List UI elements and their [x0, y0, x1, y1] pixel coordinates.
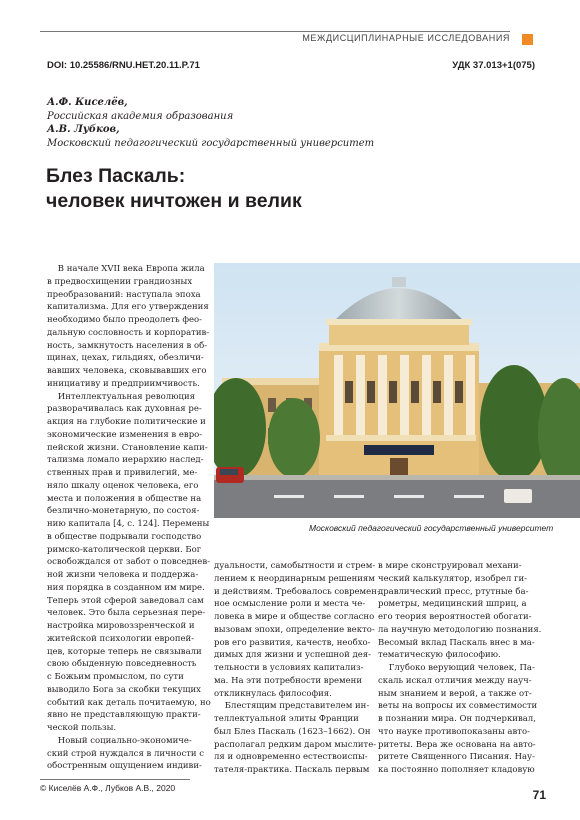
text-line: няло шкалу оценок человека, его: [47, 480, 199, 491]
text-line: ритеты. Вера же основана на авто-: [378, 739, 536, 750]
text-line: и действиям. Требовалось современ-: [214, 586, 380, 597]
text-line: ным знанием и верой, а также от-: [378, 688, 532, 699]
text-line: веты на вопросы их совместимости: [378, 701, 538, 712]
article-title-line: человек ничтожен и велик: [46, 189, 302, 212]
text-line: ский строй нуждался в личности с: [47, 748, 205, 759]
text-line: безлично-монетарную, по состоя-: [47, 506, 200, 517]
section-label: МЕЖДИСЦИПЛИНАРНЫЕ ИССЛЕДОВАНИЯ: [302, 33, 510, 43]
text-column-3: [378, 560, 541, 777]
text-line: Весомый вклад Паскаль внес в ма-: [378, 637, 535, 648]
text-line: ла научную методологию познания.: [378, 624, 542, 635]
text-line: тематическую философию.: [378, 650, 501, 661]
text-line: тателя-практика. Паскаль первым: [214, 765, 370, 775]
article-title-line: Блез Паскаль:: [46, 165, 186, 187]
text-line: Новый социально-экономиче-: [47, 735, 192, 746]
text-line: настройка мировоззренческой и: [47, 621, 195, 631]
text-line: событий как деталь почитаемую, но: [47, 697, 211, 708]
text-line: явно не представляющую практи-: [47, 710, 201, 721]
author-affiliation: Российская академия образования: [47, 110, 234, 122]
authors-block: [47, 96, 374, 150]
text-line: инициативу и предприимчивость.: [47, 378, 200, 389]
text-line: цев, которые теперь не связывали: [47, 646, 202, 657]
text-line: дуальности, самобытности и стрем-: [214, 561, 376, 571]
author-affiliation: Московский педагогический государственный университет: [47, 137, 375, 149]
footer-rule: [40, 779, 190, 780]
text-line: нию капитала [4, с. 124]. Перемены: [47, 519, 210, 529]
university-building-photo: [214, 263, 580, 518]
text-line: обостренным ощущением индиви-: [47, 761, 202, 772]
text-line: дальную сословность и корпоратив-: [47, 327, 210, 338]
text-line: ческой пользы.: [47, 723, 117, 733]
text-line: тализма ломало иерархию наслед-: [47, 455, 204, 466]
text-line: ля и одновременно естествоиспы-: [214, 752, 368, 763]
text-line: скаль искал отличия между науч-: [378, 675, 532, 686]
text-line: рометры, медицинский шприц, а: [378, 599, 527, 610]
text-line: его теория вероятностей обогати-: [378, 612, 532, 622]
text-line: необходимо было преодолеть фео-: [47, 315, 203, 325]
text-line: в познании мира. Он подчеркивал,: [378, 714, 536, 724]
author-name: А.Ф. Киселёв,: [47, 97, 128, 108]
text-line: щинах, цехах, гильдиях, обезличи-: [47, 353, 204, 364]
text-line: капитализма. Для его утверждения: [47, 302, 209, 313]
text-line: откликнулась философия.: [214, 688, 332, 699]
text-line: ка постоянно пополняет кладовую: [378, 765, 535, 775]
text-line: тельности в условиях капитализ-: [214, 663, 364, 673]
header-rule: [40, 31, 510, 32]
text-line: ров его развития, качеств, необхо-: [214, 637, 371, 648]
text-line: экономические изменения в евро-: [47, 429, 203, 440]
text-line: лением к неординарным решениям: [214, 573, 375, 584]
text-line: ловека в мире и обществе согласно: [214, 612, 375, 622]
text-line: ной жизни человека и поддержа-: [47, 570, 199, 580]
text-line: свою обыденную повседневность: [47, 659, 197, 670]
text-line: в обществе подрывали господство: [47, 531, 202, 542]
text-line: теллектуальной элиты Франции: [214, 714, 359, 724]
text-line: житейской психологии европей-: [47, 633, 195, 644]
text-line: Глубоко верующий человек, Па-: [378, 663, 535, 673]
text-line: ма. На эти потребности времени: [214, 675, 363, 686]
text-line: выводило Бога за скобки текущих: [47, 684, 201, 695]
text-line: акция на глубокие политические и: [47, 417, 206, 427]
text-line: разворачивалась как духовная ре-: [47, 404, 202, 415]
text-line: вавших человека, сковывавших его: [47, 366, 207, 376]
text-line: ритете Священного Писания. Нау-: [378, 752, 535, 763]
text-line: Блестящим представителем ин-: [214, 701, 370, 712]
article-title: [46, 164, 302, 213]
copyright: © Киселёв А.Ф., Лубков А.В., 2020: [40, 783, 176, 793]
text-column-1: [47, 263, 211, 773]
text-line: ственных прав и привилегий, ме-: [47, 468, 198, 478]
udk-code: УДК 37.013+1(075): [452, 60, 535, 71]
text-line: в предвосхищении грандиозных: [47, 276, 193, 287]
text-line: с Божьим промыслом, по сути: [47, 672, 184, 682]
text-line: места и положения в обществе на: [47, 493, 202, 504]
text-line: преобразований: наступала эпоха: [47, 289, 201, 300]
text-line: был Блез Паскаль (1623–1662). Он: [214, 726, 371, 737]
text-line: римско-католической церкви. Бог: [47, 544, 202, 555]
text-line: дравлический пресс, ртутные ба-: [378, 586, 529, 597]
text-line: располагал редким даром мыслите-: [214, 739, 377, 750]
text-line: пейской жизни. Становление капи-: [47, 442, 208, 453]
author-name: А.В. Лубков,: [47, 124, 120, 135]
text-line: ное осмысление роли и места че-: [214, 599, 366, 610]
page-number: 71: [532, 788, 546, 802]
photo-caption: Московский педагогический государственный университет: [309, 523, 554, 533]
text-line: В начале XVII века Европа жила: [47, 264, 205, 274]
text-line: ность, замкнутость населения в об-: [47, 340, 208, 351]
text-line: освобождался от забот о повседнев-: [47, 557, 210, 568]
section-marker: [522, 34, 533, 45]
text-line: человек. Это была серьезная пере-: [47, 608, 206, 619]
text-line: вызовам эпохи, определение векто-: [214, 624, 375, 635]
text-line: ния порядка в созданном им мире.: [47, 582, 205, 593]
text-line: в мире сконструировал механи-: [378, 561, 522, 571]
text-column-2: [214, 560, 380, 777]
text-line: димых для жизни и успешной дея-: [214, 650, 371, 661]
text-line: ческий калькулятор, изобрел ги-: [378, 573, 528, 584]
text-line: Теперь этой сферой заведовал сам: [47, 595, 204, 606]
text-line: что науке противопоказаны авто-: [378, 726, 530, 737]
text-line: Интеллектуальная революция: [47, 391, 196, 402]
doi: DOI: 10.25586/RNU.HET.20.11.P.71: [47, 60, 200, 71]
